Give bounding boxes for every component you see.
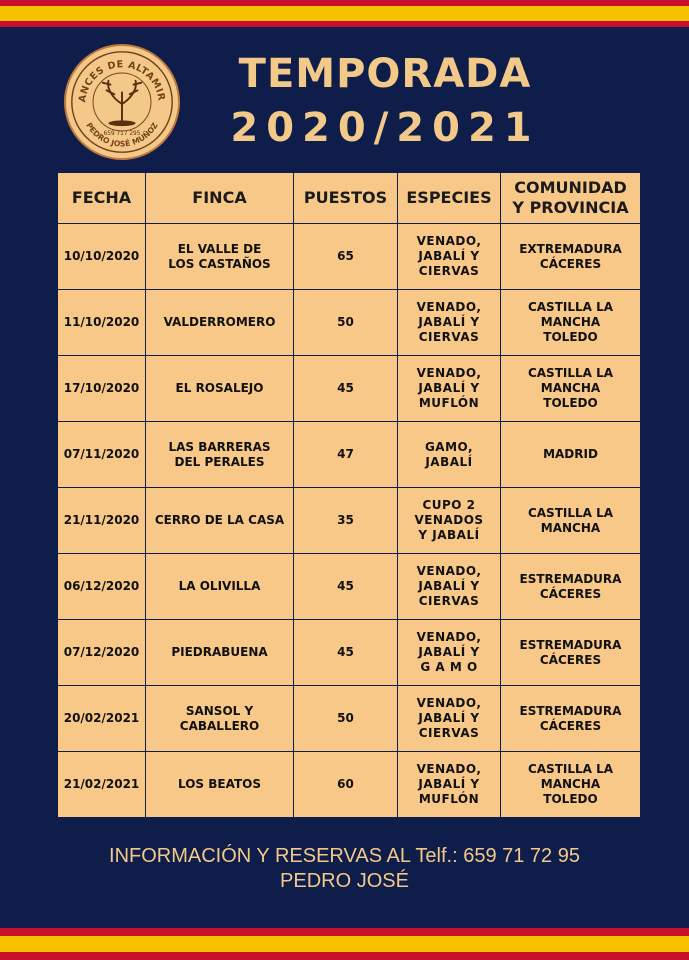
logo-top-text: ANCES DE ALTAMIR <box>77 59 167 104</box>
cell-puestos: 50 <box>294 290 398 356</box>
cell-comunidad-line: ESTREMADURA <box>519 637 622 652</box>
cell-especies-line: VENADOS <box>414 513 484 527</box>
cell-comunidad <box>501 422 641 488</box>
cell-especies-line: VENADO, <box>416 762 482 776</box>
cell-especies-line: CIERVAS <box>418 330 480 344</box>
cell-finca-line: SANSOL Y <box>185 703 254 718</box>
cell-especies <box>398 554 501 620</box>
cell-fecha: 06/12/2020 <box>58 554 146 620</box>
cell-especies <box>398 620 501 686</box>
cell-comunidad-line: CASTILLA LA MANCHA <box>527 366 614 395</box>
cell-especies <box>398 356 501 422</box>
table-row <box>58 752 641 818</box>
cell-especies-line: VENADO, <box>416 630 482 644</box>
cell-finca-line: PIEDRABUENA <box>171 645 268 659</box>
cell-especies-line: JABALÍ Y <box>418 381 480 395</box>
cell-puestos: 45 <box>294 554 398 620</box>
cell-especies-line: JABALÍ Y <box>418 579 480 593</box>
cell-especies <box>398 224 501 290</box>
cell-especies-line: CUPO 2 <box>422 498 476 512</box>
cell-especies-line: JABALÍ Y <box>418 645 480 659</box>
footer-contact-info: INFORMACIÓN Y RESERVAS AL Telf.: 659 71 72 95 <box>109 845 580 867</box>
cell-fecha: 20/02/2021 <box>58 686 146 752</box>
cell-especies-line: JABALÍ Y <box>418 315 480 329</box>
cell-finca-line: LOS BEATOS <box>178 777 261 791</box>
cell-especies-line: JABALÍ Y <box>418 777 480 791</box>
cell-especies-line: VENADO, <box>416 366 482 380</box>
bottom-flag-stripe-red-2 <box>0 952 689 960</box>
cell-especies-line: Y JABALÍ <box>418 528 480 542</box>
cell-fecha: 07/12/2020 <box>58 620 146 686</box>
top-flag-stripe-red-2 <box>0 21 689 27</box>
logo-bottom-text: PEDRO JOSÉ MUÑOZ <box>84 121 160 149</box>
lances-de-altamira-logo <box>64 44 180 160</box>
cell-finca <box>146 422 294 488</box>
cell-comunidad <box>501 620 641 686</box>
cell-fecha: 10/10/2020 <box>58 224 146 290</box>
cell-comunidad-line: CÁCERES <box>539 256 602 271</box>
cell-finca <box>146 290 294 356</box>
cell-comunidad-line: CÁCERES <box>539 586 602 601</box>
cell-fecha: 07/11/2020 <box>58 422 146 488</box>
cell-especies-line: VENADO, <box>416 564 482 578</box>
cell-finca <box>146 620 294 686</box>
cell-especies-line: JABALÍ <box>425 454 473 469</box>
cell-especies-line: GAMO, <box>424 439 474 454</box>
cell-finca-line: EL ROSALEJO <box>175 381 264 395</box>
cell-finca-line: CABALLERO <box>179 718 260 733</box>
cell-especies <box>398 488 501 554</box>
table-row <box>58 620 641 686</box>
header-puestos: PUESTOS <box>294 173 398 224</box>
cell-comunidad <box>501 752 641 818</box>
header-comunidad-line1: COMUNIDAD <box>514 178 627 197</box>
cell-finca-line: LOS CASTAÑOS <box>168 256 271 271</box>
cell-puestos: 47 <box>294 422 398 488</box>
logo-phone: 659 717 295 <box>103 130 141 137</box>
cell-comunidad-line: ESTREMADURA <box>519 571 622 586</box>
cell-puestos: 50 <box>294 686 398 752</box>
cell-finca <box>146 356 294 422</box>
cell-comunidad-line: CASTILLA LA MANCHA <box>527 300 614 329</box>
cell-especies <box>398 752 501 818</box>
svg-text:LANCES DE ALTAMIRA <box>66 46 167 103</box>
cell-finca-line: EL VALLE DE <box>177 241 262 256</box>
cell-finca-line: VALDERROMERO <box>163 315 276 329</box>
cell-comunidad <box>501 554 641 620</box>
cell-finca-line: LAS BARRERAS <box>168 439 271 454</box>
header-comunidad-line2: Y PROVINCIA <box>512 198 629 217</box>
cell-comunidad <box>501 686 641 752</box>
cell-finca <box>146 686 294 752</box>
cell-comunidad-line: TOLEDO <box>543 396 598 410</box>
cell-finca <box>146 554 294 620</box>
cell-finca-line: LA OLIVILLA <box>178 579 261 593</box>
cell-comunidad-line: TOLEDO <box>543 330 598 344</box>
cell-puestos: 35 <box>294 488 398 554</box>
cell-fecha: 11/10/2020 <box>58 290 146 356</box>
bottom-flag-stripe-red-1 <box>0 928 689 936</box>
cell-finca-line: DEL PERALES <box>174 454 265 469</box>
cell-especies-line: MUFLÓN <box>418 396 480 410</box>
table-row <box>58 686 641 752</box>
cell-fecha: 21/11/2020 <box>58 488 146 554</box>
bottom-flag-stripe-yellow <box>0 936 689 952</box>
cell-comunidad-line: CASTILLA LA MANCHA <box>527 762 614 791</box>
table-row <box>58 224 641 290</box>
table-row <box>58 488 641 554</box>
top-flag-stripe-yellow <box>0 6 689 21</box>
title-temporada: TEMPORADA <box>238 51 532 97</box>
cell-puestos: 60 <box>294 752 398 818</box>
cell-comunidad-line: CÁCERES <box>539 652 602 667</box>
cell-comunidad <box>501 224 641 290</box>
cell-especies-line: CIERVAS <box>418 264 480 278</box>
cell-puestos: 65 <box>294 224 398 290</box>
cell-especies-line: JABALÍ Y <box>418 711 480 725</box>
table-row <box>58 554 641 620</box>
cell-especies <box>398 422 501 488</box>
cell-puestos: 45 <box>294 356 398 422</box>
header-finca: FINCA <box>146 173 294 224</box>
cell-especies-line: VENADO, <box>416 234 482 248</box>
table-row <box>58 356 641 422</box>
cell-puestos: 45 <box>294 620 398 686</box>
cell-especies-line: CIERVAS <box>418 726 480 740</box>
cell-comunidad-line: MADRID <box>543 447 598 461</box>
header-especies: ESPECIES <box>398 173 501 224</box>
cell-comunidad-line: EXTREMADURA <box>519 241 622 256</box>
cell-especies-line: CIERVAS <box>418 594 480 608</box>
cell-comunidad-line: CÁCERES <box>539 718 602 733</box>
cell-finca <box>146 488 294 554</box>
table-row <box>58 290 641 356</box>
cell-especies-line: G A M O <box>420 660 478 674</box>
cell-comunidad <box>501 488 641 554</box>
cell-comunidad-line: CASTILLA LA MANCHA <box>527 505 614 535</box>
cell-finca <box>146 752 294 818</box>
cell-finca-line: CERRO DE LA CASA <box>154 513 285 527</box>
cell-especies-line: MUFLÓN <box>418 792 480 806</box>
cell-especies-line: JABALÍ Y <box>418 249 480 263</box>
cell-comunidad <box>501 290 641 356</box>
header-comunidad <box>501 173 641 224</box>
cell-comunidad-line: TOLEDO <box>543 792 598 806</box>
cell-especies <box>398 290 501 356</box>
cell-finca <box>146 224 294 290</box>
title-season-years: 2020/2021 <box>230 105 540 151</box>
cell-especies-line: VENADO, <box>416 300 482 314</box>
cell-fecha: 17/10/2020 <box>58 356 146 422</box>
footer-contact-name: PEDRO JOSÉ <box>280 870 409 892</box>
table-header-row <box>58 173 641 224</box>
season-schedule-table <box>57 172 641 818</box>
cell-fecha: 21/02/2021 <box>58 752 146 818</box>
cell-especies <box>398 686 501 752</box>
table-row <box>58 422 641 488</box>
logo-emblem-icon <box>66 46 178 158</box>
header-fecha: FECHA <box>58 173 146 224</box>
cell-comunidad <box>501 356 641 422</box>
cell-especies-line: VENADO, <box>416 696 482 710</box>
cell-comunidad-line: ESTREMADURA <box>519 703 622 718</box>
